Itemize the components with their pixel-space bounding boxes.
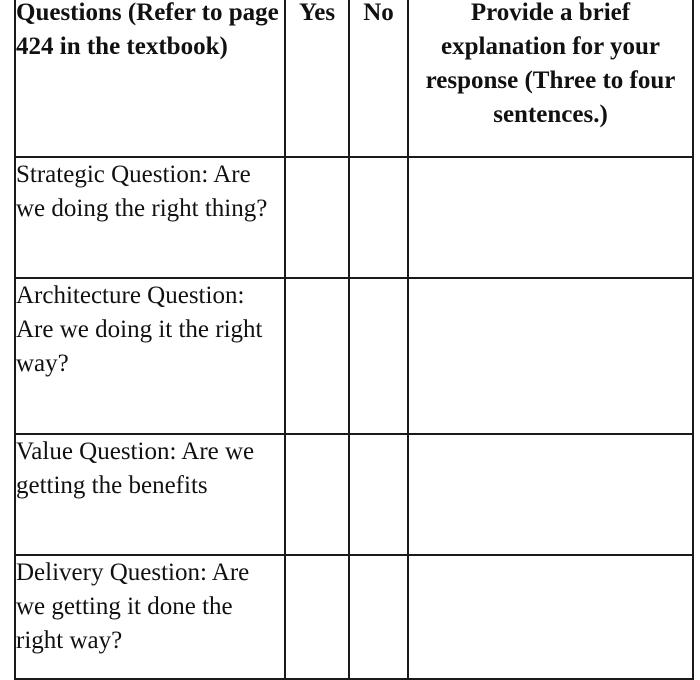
questions-table (14, 0, 694, 680)
yes-column-header: Yes (285, 0, 349, 157)
architecture-yes-cell[interactable] (285, 278, 349, 434)
table-header-row (15, 0, 693, 157)
table-row (15, 278, 693, 434)
strategic-no-cell[interactable] (349, 157, 408, 278)
no-column-header: No (349, 0, 408, 157)
explanation-column-header: Provide a brief explanation for your response (Three to four sentences.) (408, 0, 693, 157)
value-yes-cell[interactable] (285, 434, 349, 555)
value-explanation-cell[interactable] (408, 434, 693, 555)
delivery-explanation-cell[interactable] (408, 555, 693, 679)
strategic-yes-cell[interactable] (285, 157, 349, 278)
strategic-explanation-cell[interactable] (408, 157, 693, 278)
delivery-no-cell[interactable] (349, 555, 408, 679)
table-row (15, 434, 693, 555)
architecture-no-cell[interactable] (349, 278, 408, 434)
value-question: Value Question: Are we getting the benefits (15, 434, 285, 555)
delivery-question: Delivery Question: Are we getting it done the right way? (15, 555, 285, 679)
table-row (15, 555, 693, 679)
table-row (15, 157, 693, 278)
delivery-yes-cell[interactable] (285, 555, 349, 679)
architecture-question: Architecture Question: Are we doing it the right way? (15, 278, 285, 434)
value-no-cell[interactable] (349, 434, 408, 555)
questions-column-header: Questions (Refer to page 424 in the textbook) (15, 0, 285, 157)
strategic-question: Strategic Question: Are we doing the right thing? (15, 157, 285, 278)
architecture-explanation-cell[interactable] (408, 278, 693, 434)
